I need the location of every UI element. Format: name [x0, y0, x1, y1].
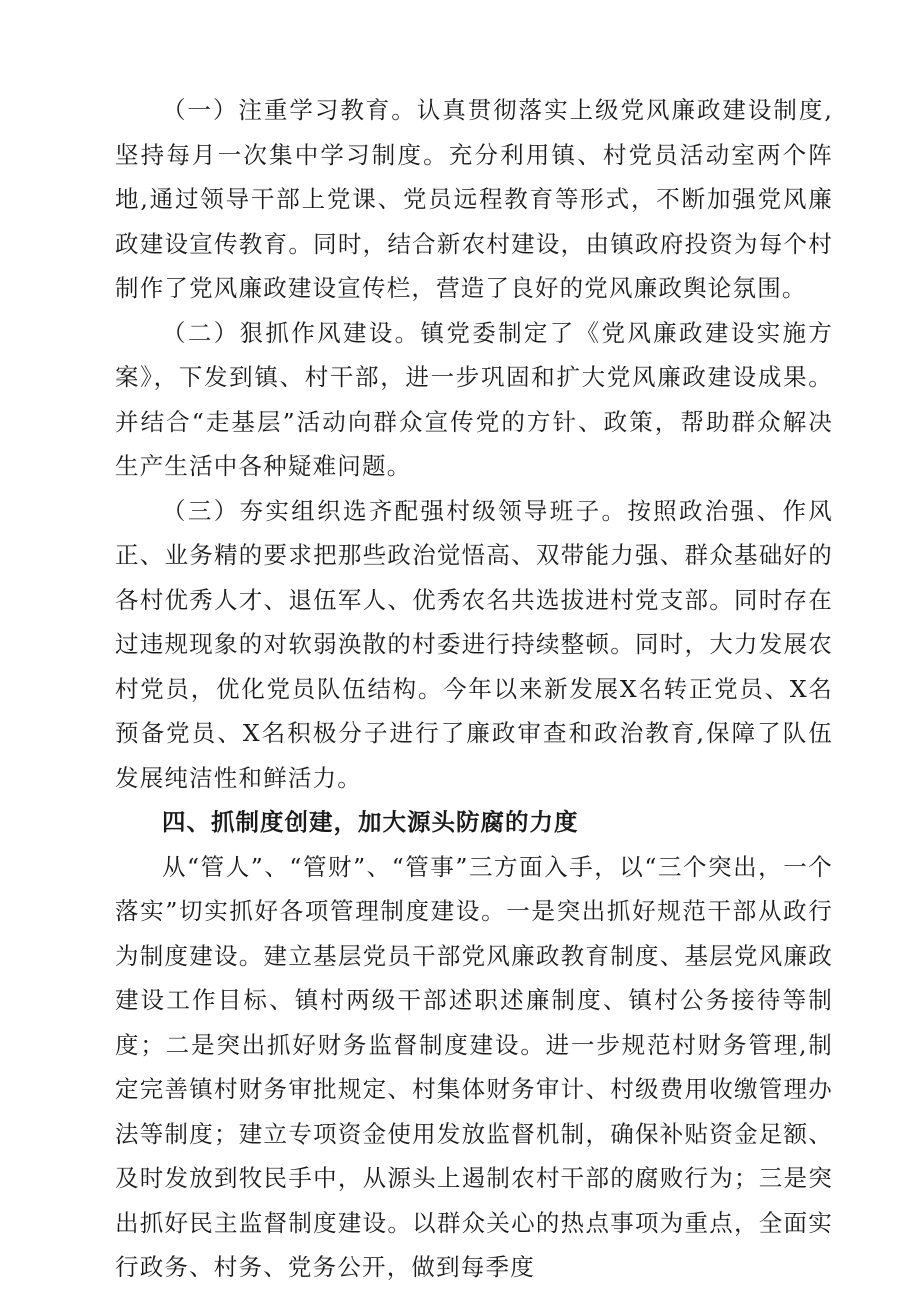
section-heading: 四、抓制度创建，加大源头防腐的力度 — [162, 808, 579, 836]
paragraph-system-building: 从“管人”、“管财”、“管事”三方面入手，以“三个突出，一个落实”切实抓好各项管理制度建设。一是突出抓好规范干部从政行为制度建设。建立基层党员干部党风廉政教育制度、基层党风廉政建设工作目标、镇村两级干部述职述廉制度、镇村公务接待等制度；二是突出抓好财务监督制度建设。进一步规范村财务管理,制定完善镇村财务审批规定、村集体财务审计、村级费用收缴管理办法等制度；建立专项资金使用发放监督机制，确保补贴资金足额、及时发放到牧民手中，从源头上遏制农村干部的腐败行为；三是突出抓好民主监督制度建设。以群众关心的热点事项为重点，全面实行政务、村务、党务公开，做到每季度 — [115, 852, 833, 1281]
document-page — [115, 88, 833, 1290]
paragraph-study-education: （一）注重学习教育。认真贯彻落实上级党风廉政建设制度,坚持每月一次集中学习制度。充分利用镇、村党员活动室两个阵地,通过领导干部上党课、党员远程教育等形式，不断加强党风廉政建设宣传教育。同时，结合新农村建设，由镇政府投资为每个村制作了党风廉政建设宣传栏，营造了良好的党风廉政舆论氛围。 — [115, 96, 833, 302]
paragraph-village-leadership: （三）夯实组织选齐配强村级领导班子。按照政治强、作风正、业务精的要求把那些政治觉悟高、双带能力强、群众基础好的各村优秀人才、退伍军人、优秀农名共选拔进村党支部。同时存在过违规现象的对软弱涣散的村委进行持续整顿。同时，大力发展农村党员，优化党员队伍结构。今年以来新发展X名转正党员、X名预备党员、X名积极分子进行了廉政审查和政治教育,保障了队伍发展纯洁性和鲜活力。 — [115, 496, 833, 792]
paragraph-work-style: （二）狠抓作风建设。镇党委制定了《党风廉政建设实施方案》，下发到镇、村干部，进一步巩固和扩大党风廉政建设成果。并结合“走基层”活动向群众宣传党的方针、政策，帮助群众解决生产生活中各种疑难问题。 — [115, 318, 833, 480]
